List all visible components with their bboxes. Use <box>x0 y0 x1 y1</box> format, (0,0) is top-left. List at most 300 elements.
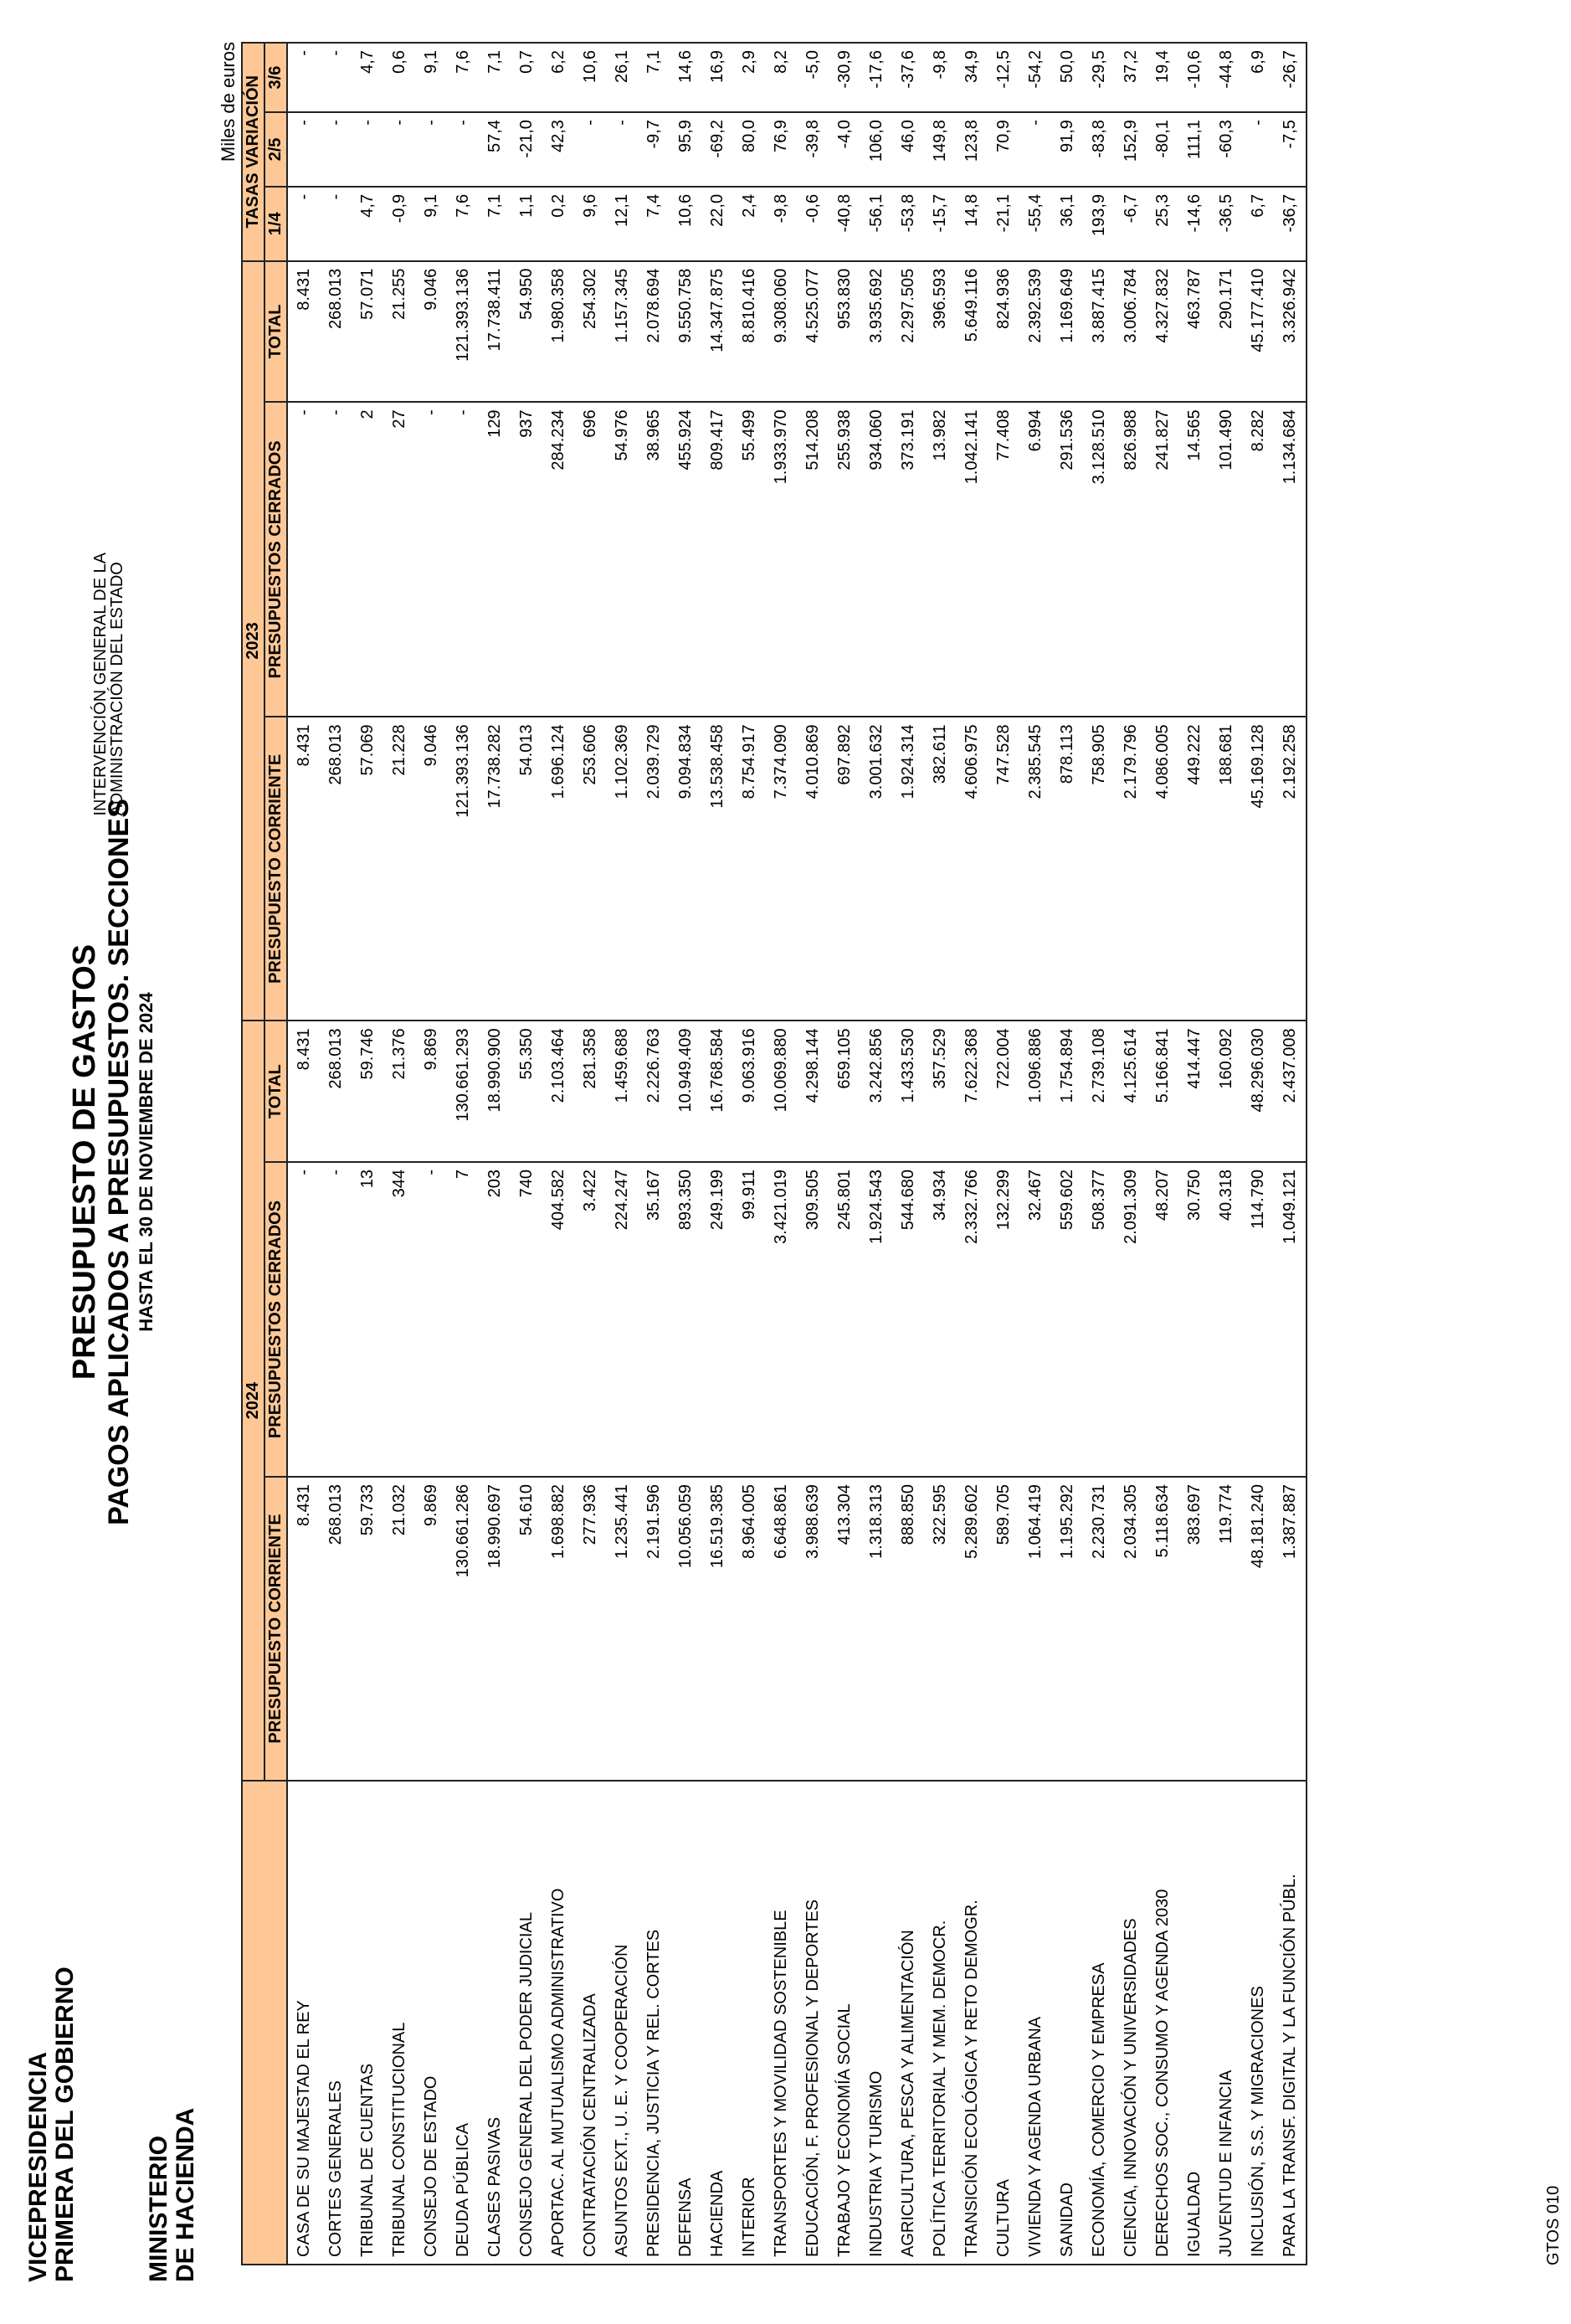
section-name: SANIDAD <box>1051 1781 1083 2265</box>
cell-value: 249.199 <box>701 1162 733 1477</box>
cell-value: 514.208 <box>797 402 829 717</box>
cell-value: 3.421.019 <box>765 1162 797 1477</box>
cell-value: 255.938 <box>829 402 860 717</box>
cell-value: 2.226.763 <box>638 1021 670 1162</box>
cell-value: -21,1 <box>988 187 1019 261</box>
cell-value: 1.433.530 <box>892 1021 924 1162</box>
cell-value: - <box>415 402 447 717</box>
cell-value: 77.408 <box>988 402 1019 717</box>
cell-value: - <box>320 187 352 261</box>
cell-value: 123,8 <box>956 112 988 187</box>
cell-value: 9.046 <box>415 717 447 1021</box>
page-title: PRESUPUESTO DE GASTOS <box>67 943 102 1381</box>
table-row <box>638 43 670 2265</box>
cell-value: -83,8 <box>1083 112 1115 187</box>
cell-value: 7,1 <box>479 43 511 112</box>
titles <box>67 0 157 2324</box>
cell-value: 396.593 <box>924 261 956 403</box>
cell-value: - <box>320 43 352 112</box>
cell-value: 3.242.856 <box>860 1021 892 1162</box>
cell-value: -44,8 <box>1210 43 1242 112</box>
cell-value: 80,0 <box>733 112 765 187</box>
budget-table <box>241 42 1307 2265</box>
cell-value: 3.935.692 <box>860 261 892 403</box>
cell-value: 14.347.875 <box>701 261 733 403</box>
cell-value: - <box>352 112 383 187</box>
cell-value: 45.169.128 <box>1242 717 1274 1021</box>
section-name: INTERIOR <box>733 1781 765 2265</box>
cell-value: 101.490 <box>1210 402 1242 717</box>
year-2023-header: 2023 <box>242 261 264 1021</box>
cell-value: 253.606 <box>574 717 606 1021</box>
cell-value: 1,1 <box>511 187 542 261</box>
igae-header <box>92 553 126 816</box>
cell-value: - <box>287 187 320 261</box>
cell-value: - <box>447 112 479 187</box>
cell-value: 21.255 <box>383 261 415 403</box>
cell-value: -6,7 <box>1115 187 1147 261</box>
cell-value: 4.010.869 <box>797 717 829 1021</box>
blank-header <box>242 1781 287 2265</box>
cell-value: 16,9 <box>701 43 733 112</box>
cell-value: 9,6 <box>574 187 606 261</box>
cell-value: 241.827 <box>1147 402 1178 717</box>
cell-value: 4,7 <box>352 43 383 112</box>
cell-value: -53,8 <box>892 187 924 261</box>
cell-value: 55.350 <box>511 1021 542 1162</box>
cell-value: 8.431 <box>287 1477 320 1781</box>
cell-value: 824.936 <box>988 261 1019 403</box>
cell-value: 106,0 <box>860 112 892 187</box>
cell-value: 4.327.832 <box>1147 261 1178 403</box>
cell-value: 57.071 <box>352 261 383 403</box>
cell-value: 42,3 <box>542 112 574 187</box>
section-name: HACIENDA <box>701 1781 733 2265</box>
cell-value: 1.195.292 <box>1051 1477 1083 1781</box>
cell-value: -30,9 <box>829 43 860 112</box>
cell-value: 2.192.258 <box>1274 717 1307 1021</box>
cell-value: 268.013 <box>320 1021 352 1162</box>
cell-value: 758.905 <box>1083 717 1115 1021</box>
cell-value: 132.299 <box>988 1162 1019 1477</box>
cell-value: 449.222 <box>1178 717 1210 1021</box>
cell-value: 8.431 <box>287 1021 320 1162</box>
table-row <box>670 43 701 2265</box>
cell-value: 268.013 <box>320 1477 352 1781</box>
cell-value: 7 <box>447 1162 479 1477</box>
table-row <box>924 43 956 2265</box>
cell-value: 3.422 <box>574 1162 606 1477</box>
section-name: TRANSICIÓN ECOLÓGICA Y RETO DEMOGR. <box>956 1781 988 2265</box>
section-name: CONSEJO GENERAL DEL PODER JUDICIAL <box>511 1781 542 2265</box>
cell-value: - <box>383 112 415 187</box>
table-row <box>287 43 320 2265</box>
cell-value: 224.247 <box>606 1162 638 1477</box>
cell-value: 21.228 <box>383 717 415 1021</box>
table-row <box>829 43 860 2265</box>
section-name: CIENCIA, INNOVACIÓN Y UNIVERSIDADES <box>1115 1781 1147 2265</box>
cell-value: 16.519.385 <box>701 1477 733 1781</box>
cell-value: 7,1 <box>479 187 511 261</box>
table-row <box>383 43 415 2265</box>
cell-value: -4,0 <box>829 112 860 187</box>
cell-value: 5.289.602 <box>956 1477 988 1781</box>
cell-value: 54.976 <box>606 402 638 717</box>
cell-value: 559.602 <box>1051 1162 1083 1477</box>
cell-value: 32.467 <box>1019 1162 1051 1477</box>
cell-value: 14.565 <box>1178 402 1210 717</box>
cell-value: 747.528 <box>988 717 1019 1021</box>
cell-value: - <box>447 402 479 717</box>
cell-value: 34.934 <box>924 1162 956 1477</box>
cell-value: 7,6 <box>447 43 479 112</box>
cell-value: 59.746 <box>352 1021 383 1162</box>
cell-value: 9.063.916 <box>733 1021 765 1162</box>
cell-value: 5.649.116 <box>956 261 988 403</box>
cell-value: 268.013 <box>320 717 352 1021</box>
section-name: PRESIDENCIA, JUSTICIA Y REL. CORTES <box>638 1781 670 2265</box>
cell-value: 16.768.584 <box>701 1021 733 1162</box>
cell-value: 9.094.834 <box>670 717 701 1021</box>
cell-value: 46,0 <box>892 112 924 187</box>
cell-value: 8.282 <box>1242 402 1274 717</box>
cell-value: 1.042.141 <box>956 402 988 717</box>
cell-value: -55,4 <box>1019 187 1051 261</box>
page-subtitle: PAGOS APLICADOS A PRESUPUESTOS. SECCIONES <box>103 799 135 1525</box>
cell-value: 0,7 <box>511 43 542 112</box>
table-row <box>447 43 479 2265</box>
cell-value: 48.296.030 <box>1242 1021 1274 1162</box>
cell-value: 2.739.108 <box>1083 1021 1115 1162</box>
cell-value: 37,2 <box>1115 43 1147 112</box>
cell-value: -39,8 <box>797 112 829 187</box>
cell-value: 9.869 <box>415 1477 447 1781</box>
cell-value: 17.738.411 <box>479 261 511 403</box>
cell-value: 10,6 <box>574 43 606 112</box>
section-name: POLÍTICA TERRITORIAL Y MEM. DEMOCR. <box>924 1781 956 2265</box>
cell-value: 1.096.886 <box>1019 1021 1051 1162</box>
cell-value: 2.191.596 <box>638 1477 670 1781</box>
cell-value: 21.376 <box>383 1021 415 1162</box>
cell-value: 1.235.441 <box>606 1477 638 1781</box>
table-row <box>1083 43 1115 2265</box>
cell-value: - <box>606 112 638 187</box>
cell-value: 18.990.697 <box>479 1477 511 1781</box>
section-name: VIVIENDA Y AGENDA URBANA <box>1019 1781 1051 2265</box>
cell-value: 48.207 <box>1147 1162 1178 1477</box>
section-name: TRANSPORTES Y MOVILIDAD SOSTENIBLE <box>765 1781 797 2265</box>
table-row <box>352 43 383 2265</box>
cell-value: 54.610 <box>511 1477 542 1781</box>
table-row <box>765 43 797 2265</box>
cell-value: 57.069 <box>352 717 383 1021</box>
cell-value: 290.171 <box>1210 261 1242 403</box>
cell-value: 12,1 <box>606 187 638 261</box>
cell-value: 10.949.409 <box>670 1021 701 1162</box>
cell-value: 40.318 <box>1210 1162 1242 1477</box>
cell-value: 203 <box>479 1162 511 1477</box>
cell-value: 99.911 <box>733 1162 765 1477</box>
section-name: CULTURA <box>988 1781 1019 2265</box>
table-row <box>1178 43 1210 2265</box>
cell-value: 22,0 <box>701 187 733 261</box>
cell-value: 13.538.458 <box>701 717 733 1021</box>
cell-value: 463.787 <box>1178 261 1210 403</box>
cell-value: 826.988 <box>1115 402 1147 717</box>
cell-value: 8.431 <box>287 717 320 1021</box>
cell-value: 193,9 <box>1083 187 1115 261</box>
cell-value: 10,6 <box>670 187 701 261</box>
cell-value: 2,4 <box>733 187 765 261</box>
section-name: ASUNTOS EXT., U. E. Y COOPERACIÓN <box>606 1781 638 2265</box>
cell-value: 953.830 <box>829 261 860 403</box>
table-row <box>574 43 606 2265</box>
cell-value: 9,1 <box>415 43 447 112</box>
section-name: TRIBUNAL CONSTITUCIONAL <box>383 1781 415 2265</box>
cell-value: - <box>287 43 320 112</box>
section-name: AGRICULTURA, PESCA Y ALIMENTACIÓN <box>892 1781 924 2265</box>
cell-value: 383.697 <box>1178 1477 1210 1781</box>
cell-value: 50,0 <box>1051 43 1083 112</box>
cell-value: 3.326.942 <box>1274 261 1307 403</box>
cell-value: -9,8 <box>765 187 797 261</box>
cell-value: 130.661.286 <box>447 1477 479 1781</box>
cell-value: -54,2 <box>1019 43 1051 112</box>
cell-value: 17.738.282 <box>479 717 511 1021</box>
cell-value: 2.297.505 <box>892 261 924 403</box>
cell-value: 6,7 <box>1242 187 1274 261</box>
cell-value: - <box>1019 112 1051 187</box>
col-header: PRESUPUESTO CORRIENTE <box>264 1477 287 1781</box>
cell-value: 7,6 <box>447 187 479 261</box>
cell-value: 544.680 <box>892 1162 924 1477</box>
cell-value: 878.113 <box>1051 717 1083 1021</box>
cell-value: 245.801 <box>829 1162 860 1477</box>
table-row <box>1242 43 1274 2265</box>
cell-value: 19,4 <box>1147 43 1178 112</box>
table-row <box>988 43 1019 2265</box>
cell-value: 357.529 <box>924 1021 956 1162</box>
cell-value: 888.850 <box>892 1477 924 1781</box>
cell-value: 2 <box>352 402 383 717</box>
cell-value: 291.536 <box>1051 402 1083 717</box>
cell-value: -40,8 <box>829 187 860 261</box>
col-header: 3/6 <box>264 43 287 112</box>
cell-value: 2.091.309 <box>1115 1162 1147 1477</box>
cell-value: 1.459.688 <box>606 1021 638 1162</box>
table-row <box>542 43 574 2265</box>
col-header: 2/5 <box>264 112 287 187</box>
cell-value: -7,5 <box>1274 112 1307 187</box>
cell-value: 281.358 <box>574 1021 606 1162</box>
cell-value: 6,2 <box>542 43 574 112</box>
cell-value: -60,3 <box>1210 112 1242 187</box>
cell-value: 25,3 <box>1147 187 1178 261</box>
cell-value: 55.499 <box>733 402 765 717</box>
cell-value: -15,7 <box>924 187 956 261</box>
cell-value: 2.179.796 <box>1115 717 1147 1021</box>
cell-value: - <box>320 112 352 187</box>
cell-value: 2.437.008 <box>1274 1021 1307 1162</box>
cell-value: - <box>1242 112 1274 187</box>
cell-value: 284.234 <box>542 402 574 717</box>
cell-value: 130.661.293 <box>447 1021 479 1162</box>
cell-value: 8.810.416 <box>733 261 765 403</box>
year-2024-header: 2024 <box>242 1021 264 1781</box>
cell-value: - <box>287 112 320 187</box>
cell-value: -12,5 <box>988 43 1019 112</box>
cell-value: 1.049.121 <box>1274 1162 1307 1477</box>
cell-value: 9.308.060 <box>765 261 797 403</box>
footer-code: GTOS 010 <box>1544 2185 1563 2265</box>
table-row <box>892 43 924 2265</box>
cell-value: 1.924.314 <box>892 717 924 1021</box>
cell-value: 254.302 <box>574 261 606 403</box>
cell-value: 7.622.368 <box>956 1021 988 1162</box>
org-line: PRIMERA DEL GOBIERNO <box>51 1967 79 2282</box>
cell-value: 1.157.345 <box>606 261 638 403</box>
cell-value: -36,7 <box>1274 187 1307 261</box>
cell-value: 1.387.887 <box>1274 1477 1307 1781</box>
cell-value: 404.582 <box>542 1162 574 1477</box>
section-name: CORTES GENERALES <box>320 1781 352 2265</box>
cell-value: -10,6 <box>1178 43 1210 112</box>
col-header: PRESUPUESTO CORRIENTE <box>264 717 287 1021</box>
cell-value: 722.004 <box>988 1021 1019 1162</box>
units-label: Miles de euros <box>218 42 239 162</box>
col-header: PRESUPUESTOS CERRADOS <box>264 402 287 717</box>
cell-value: 36,1 <box>1051 187 1083 261</box>
table-row <box>733 43 765 2265</box>
cell-value: 322.595 <box>924 1477 956 1781</box>
cell-value: 2.039.729 <box>638 717 670 1021</box>
cell-value: 114.790 <box>1242 1162 1274 1477</box>
section-name: DEUDA PÚBLICA <box>447 1781 479 2265</box>
cell-value: 5.166.841 <box>1147 1021 1178 1162</box>
section-name: CONSEJO DE ESTADO <box>415 1781 447 2265</box>
cell-value: 697.892 <box>829 717 860 1021</box>
cell-value: 1.696.124 <box>542 717 574 1021</box>
cell-value: 121.393.136 <box>447 261 479 403</box>
ministry-line: DE HACIENDA <box>172 2107 199 2282</box>
cell-value: 8.431 <box>287 261 320 403</box>
ministry-line: MINISTERIO <box>145 2135 172 2282</box>
cell-value: - <box>287 402 320 717</box>
section-name: EDUCACIÓN, F. PROFESIONAL Y DEPORTES <box>797 1781 829 2265</box>
table-row <box>1210 43 1242 2265</box>
cell-value: 38.965 <box>638 402 670 717</box>
cell-value: 111,1 <box>1178 112 1210 187</box>
cell-value: -0,6 <box>797 187 829 261</box>
cell-value: 149,8 <box>924 112 956 187</box>
cell-value: 740 <box>511 1162 542 1477</box>
section-name: APORTAC. AL MUTUALISMO ADMINISTRATIVO <box>542 1781 574 2265</box>
cell-value: 9,1 <box>415 187 447 261</box>
cell-value: 30.750 <box>1178 1162 1210 1477</box>
cell-value: 1.698.882 <box>542 1477 574 1781</box>
cell-value: 4.298.144 <box>797 1021 829 1162</box>
cell-value: -21,0 <box>511 112 542 187</box>
section-name: TRABAJO Y ECONOMÍA SOCIAL <box>829 1781 860 2265</box>
table-row <box>1115 43 1147 2265</box>
col-header: TOTAL <box>264 261 287 403</box>
cell-value: 14,6 <box>670 43 701 112</box>
cell-value: 3.988.639 <box>797 1477 829 1781</box>
cell-value: 2,9 <box>733 43 765 112</box>
cell-value: 13 <box>352 1162 383 1477</box>
table-row <box>797 43 829 2265</box>
section-name: DEFENSA <box>670 1781 701 2265</box>
cell-value: 45.177.410 <box>1242 261 1274 403</box>
cell-value: 10.069.880 <box>765 1021 797 1162</box>
tasas-header: TASAS VARIACIÓN <box>242 43 264 261</box>
cell-value: -5,0 <box>797 43 829 112</box>
table-row <box>956 43 988 2265</box>
section-name: ECONOMÍA, COMERCIO Y EMPRESA <box>1083 1781 1115 2265</box>
table-row <box>320 43 352 2265</box>
cell-value: 659.105 <box>829 1021 860 1162</box>
cell-value: 589.705 <box>988 1477 1019 1781</box>
section-name: TRIBUNAL DE CUENTAS <box>352 1781 383 2265</box>
cell-value: 268.013 <box>320 261 352 403</box>
cell-value: 3.887.415 <box>1083 261 1115 403</box>
cell-value: 0,6 <box>383 43 415 112</box>
cell-value: 188.681 <box>1210 717 1242 1021</box>
section-name: CLASES PASIVAS <box>479 1781 511 2265</box>
cell-value: -56,1 <box>860 187 892 261</box>
cell-value: 2.078.694 <box>638 261 670 403</box>
cell-value: 1.933.970 <box>765 402 797 717</box>
cell-value: 696 <box>574 402 606 717</box>
cell-value: 414.447 <box>1178 1021 1210 1162</box>
table-row <box>1147 43 1178 2265</box>
page-date: HASTA EL 30 DE NOVIEMBRE DE 2024 <box>136 992 157 1332</box>
col-header: PRESUPUESTOS CERRADOS <box>264 1162 287 1477</box>
org-line: VICEPRESIDENCIA <box>24 2051 52 2282</box>
cell-value: 91,9 <box>1051 112 1083 187</box>
cell-value: 35.167 <box>638 1162 670 1477</box>
cell-value: - <box>320 402 352 717</box>
table-row <box>1051 43 1083 2265</box>
igae-line: ADMINISTRACIÓN DEL ESTADO <box>108 562 126 816</box>
cell-value: - <box>415 112 447 187</box>
cell-value: 4.606.975 <box>956 717 988 1021</box>
cell-value: 95,9 <box>670 112 701 187</box>
cell-value: - <box>415 1162 447 1477</box>
cell-value: 2.385.545 <box>1019 717 1051 1021</box>
table-row <box>1019 43 1051 2265</box>
cell-value: 373.191 <box>892 402 924 717</box>
cell-value: 2.230.731 <box>1083 1477 1115 1781</box>
cell-value: 6,9 <box>1242 43 1274 112</box>
cell-value: 3.128.510 <box>1083 402 1115 717</box>
section-name: INCLUSIÓN, S.S. Y MIGRACIONES <box>1242 1781 1274 2265</box>
cell-value: -14,6 <box>1178 187 1210 261</box>
cell-value: 129 <box>479 402 511 717</box>
cell-value: -17,6 <box>860 43 892 112</box>
section-name: INDUSTRIA Y TURISMO <box>860 1781 892 2265</box>
cell-value: 277.936 <box>574 1477 606 1781</box>
cell-value: 1.924.543 <box>860 1162 892 1477</box>
cell-value: - <box>320 1162 352 1477</box>
cell-value: -36,5 <box>1210 187 1242 261</box>
section-name: CASA DE SU MAJESTAD EL REY <box>287 1781 320 2265</box>
cell-value: 76,9 <box>765 112 797 187</box>
cell-value: -26,7 <box>1274 43 1307 112</box>
cell-value: 54.013 <box>511 717 542 1021</box>
cell-value: -9,7 <box>638 112 670 187</box>
cell-value: 508.377 <box>1083 1162 1115 1477</box>
